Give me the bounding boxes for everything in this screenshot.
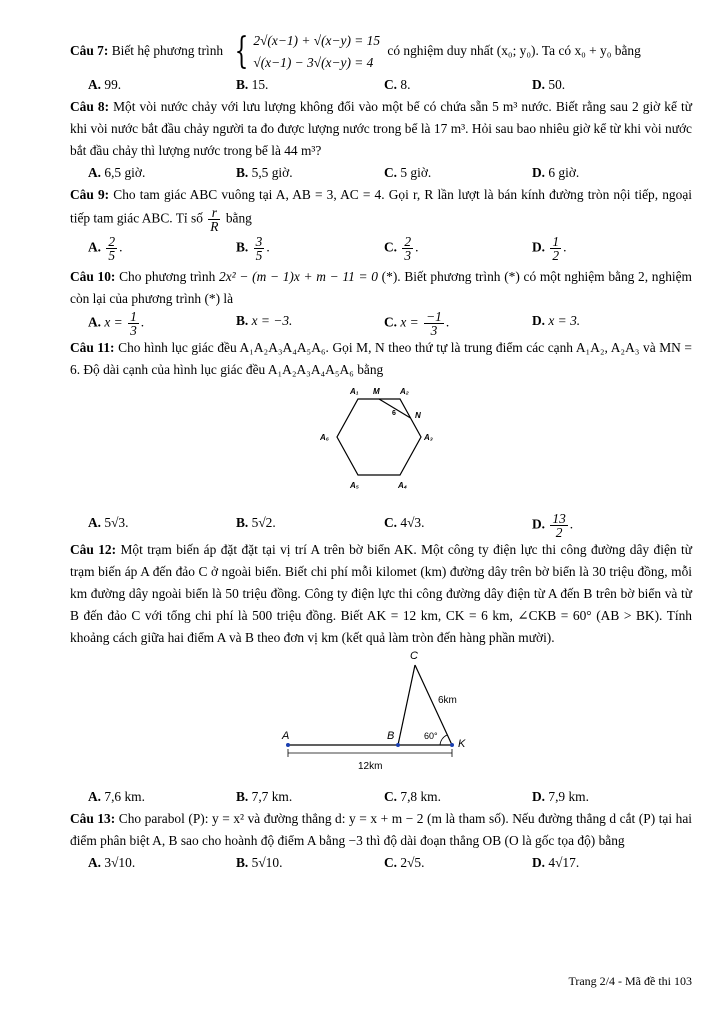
option-b[interactable]: B. x = −3. [236,313,293,328]
question-10 [70,266,692,337]
exam-page [70,30,692,874]
label-b: B [387,730,395,742]
option-c[interactable]: C. 8. [384,77,411,92]
page-footer: Trang 2/4 - Mã đề thi 103 [568,974,692,988]
question-9-label: Câu 9: [70,187,110,202]
question-7-text-before: Biết hệ phương trình [111,43,224,59]
option-c[interactable]: C. x = $\frac{-1}{3}$ . [384,309,450,338]
option-a[interactable]: A. 6,5 giờ. [88,165,146,180]
question-8 [70,96,692,184]
option-a[interactable]: A. 99. [88,77,122,92]
option-a[interactable]: A. 3√10. [88,855,136,870]
question-9 [70,184,692,262]
label-angle: 60° [424,731,438,741]
label-k: K [458,738,466,750]
question-12-options [88,786,692,808]
option-c[interactable]: C. $\frac{2}{3}$ . [384,234,419,263]
question-9-text: Cho tam giác ABC vuông tại A, AB = 3, AC = 4. Gọi r, R lần lượt là bán kính đường tròn nội tiếp, ngoại tiếp tam giác ABC. Tỉ số [70,187,692,226]
equation-system [230,30,380,74]
segment-bc [398,665,415,745]
hexagon-figure [320,385,460,505]
option-b[interactable]: B. 15. [236,77,269,92]
question-9-text-end: bằng [225,210,252,226]
question-11 [70,337,692,539]
coastline-figure [280,649,480,779]
option-d[interactable]: D. 7,9 km. [532,789,589,804]
option-b[interactable]: B. 7,7 km. [236,789,293,804]
label-n: N [415,411,421,420]
ratio-fraction: $\frac{r}{R}$ [210,205,219,234]
option-b[interactable]: B. $\frac{3}{5}$ . [236,234,270,263]
question-7 [70,30,692,96]
question-8-options [88,162,692,184]
label-mn-length: 6 [392,410,396,417]
question-10-equation: 2x² − (m − 1)x + m − 11 = 0 [219,269,378,284]
question-7-options [88,74,692,96]
question-11-label: Câu 11: [70,340,115,355]
option-a[interactable]: A. x = $\frac{1}{3}$ . [88,309,145,338]
option-d[interactable]: D. 6 giờ. [532,165,580,180]
question-9-options [88,235,692,262]
point-a [286,743,290,747]
label-ck-length: 6km [438,695,457,706]
option-d[interactable]: D. $\frac{1}{2}$ . [532,234,567,263]
question-11-options [88,512,692,539]
label-a1: A₁ [350,387,359,396]
question-10-label: Câu 10: [70,269,116,284]
option-a[interactable]: A. $\frac{2}{5}$ . [88,234,123,263]
question-12-label: Câu 12: [70,542,117,557]
option-b[interactable]: B. 5√2. [236,515,276,530]
option-d[interactable]: D. 4√17. [532,855,580,870]
question-13-label: Câu 13: [70,811,116,826]
option-c[interactable]: C. 5 giờ. [384,165,432,180]
question-13-text: Cho parabol (P): y = x² và đường thẳng d: y = x + m − 2 (m là tham số). Nếu đường thẳng d cắt (P) tại hai điểm phân biệt A, B sao cho hoành độ điểm A bằng −3 thì độ dài đoạn thẳng OB (O là gốc tọa độ) bằng [70,811,692,848]
option-c[interactable]: C. 2√5. [384,855,425,870]
option-a[interactable]: A. 7,6 km. [88,789,145,804]
question-12 [70,539,692,808]
question-11-text: Cho hình lục giác đều A₁A₂A₃A₄A₅A₆. Gọi M, N theo thứ tự là trung điểm các cạnh A₁A₂, A₂A₃ và MN = 6. Độ dài cạnh của hình lục giác đều A₁A₂A₃A₄A₅A₆ bằng [70,340,692,377]
label-a6: A₆ [320,433,329,442]
question-8-label: Câu 8: [70,99,110,114]
question-7-label: Câu 7: [70,43,109,59]
point-k [450,743,454,747]
hexagon-shape [337,399,421,475]
label-a5: A₅ [350,481,359,490]
question-7-text-after: có nghiệm duy nhất (x₀; y₀). Ta có x₀ + y₀ bằng [387,43,641,59]
option-a[interactable]: A. 5√3. [88,515,129,530]
option-b[interactable]: B. 5,5 giờ. [236,165,293,180]
label-a4: A₄ [398,481,407,490]
angle-arc [440,735,447,745]
label-a3: A₃ [424,433,433,442]
label-c: C [410,650,418,662]
question-12-text: Một trạm biến áp đặt đặt tại vị trí A trên bờ biển AK. Một công ty điện lực thi công đường dây điện từ trạm biến áp A đến đảo C ở ngoài biển. Biết chi phí mỗi kilomet (km) đường dây trên bờ biển là 30 triệu đồng, mỗi km đường dây ngoài biển là 50 triệu đồng. Công ty điện lực thi công đường dây điện từ A đến B trên bờ biển và từ B đến đảo C với tổng chi phí là 500 triệu đồng. Biết AK = 12 km, CK = 6 km, ∠CKB = 60° (AB > BK). Tính khoảng cách giữa hai điểm A và B theo đơn vị km (kết quả làm tròn đến hàng phần mười). [70,542,692,645]
question-10-text-2: (*). Biết phương trình (*) có một nghiệm bằng 2, nghiệm còn lại của phương trình (*) là [70,269,692,306]
question-13-options [88,852,692,874]
option-b[interactable]: B. 5√10. [236,855,283,870]
option-c[interactable]: C. 4√3. [384,515,425,530]
label-a: A [282,730,290,742]
option-d[interactable]: D. 50. [532,77,566,92]
system-equation-2: √(x−1) − 3√(x−y) = 4 [253,55,374,70]
option-c[interactable]: C. 7,8 km. [384,789,441,804]
system-equation-1: 2√(x−1) + √(x−y) = 15 [253,33,381,48]
point-b [396,743,400,747]
label-m: M [373,387,380,396]
question-13 [70,808,692,874]
brace-icon: { [235,31,249,72]
option-d[interactable]: D. x = 3. [532,313,581,328]
option-d[interactable]: D. $\frac{13}{2}$ . [532,511,574,540]
question-8-text: Một vòi nước chảy với lưu lượng không đổi vào một bể có chứa sẵn 5 m³ nước. Biết rằng sau 2 giờ kể từ khi vòi nước bắt đầu chảy người ta đo được lượng nước trong bể là 17 m³. Hỏi sau bao nhiêu giờ kể từ khi vòi nước bắt đầu chảy thì lượng nước trong bể là 44 m³? [70,99,692,158]
label-ak-length: 12km [358,761,383,772]
label-a2: A₂ [400,387,409,396]
question-10-text-1: Cho phương trình [119,269,216,284]
question-10-options [88,310,692,337]
